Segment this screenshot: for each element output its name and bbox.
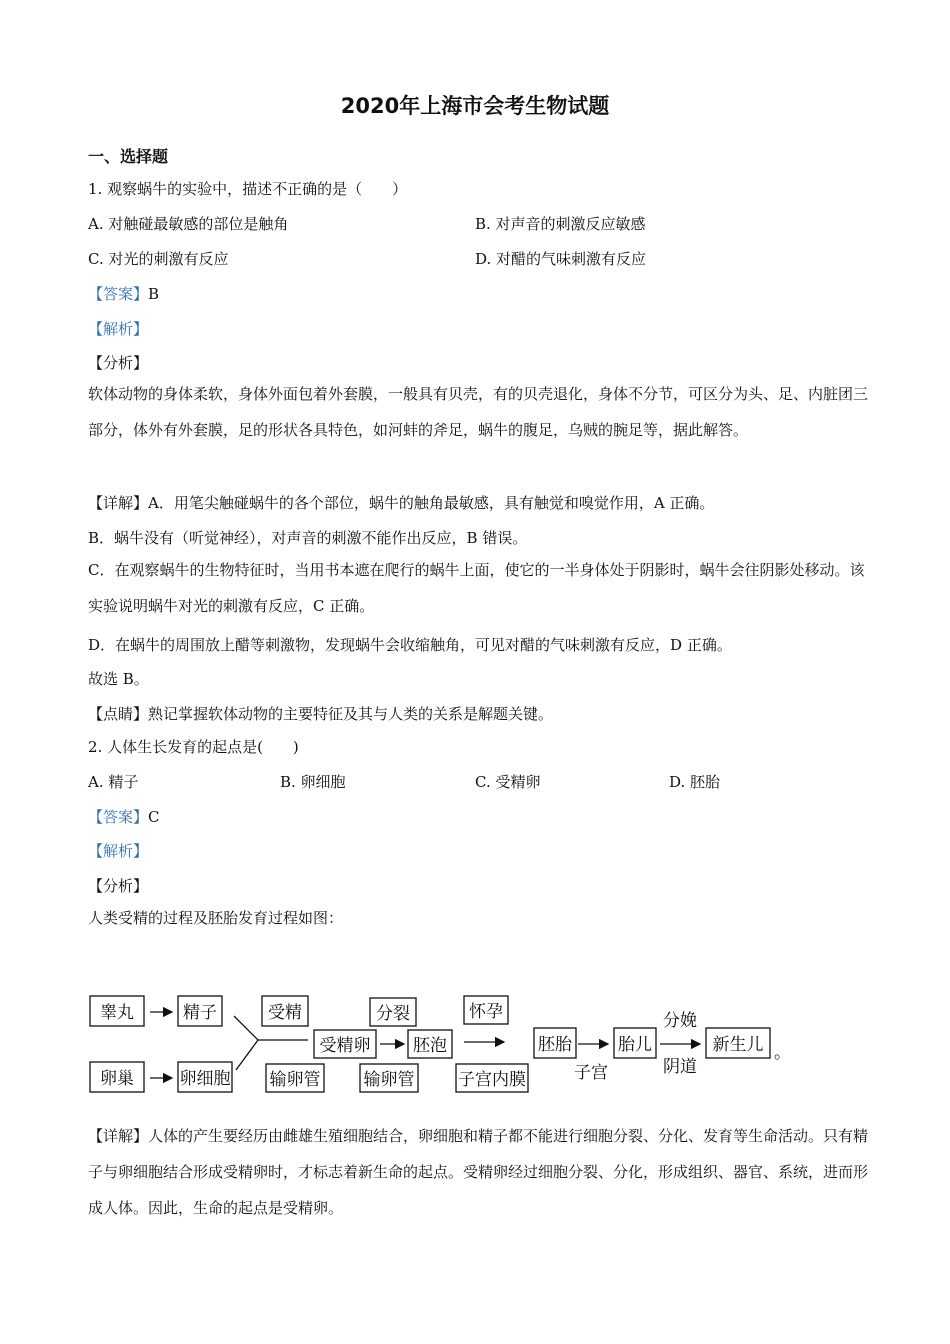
- label-vagina: 阴道: [663, 1057, 697, 1077]
- section-heading: 一、选择题: [88, 147, 169, 166]
- label-delivery: 分娩: [663, 1011, 697, 1031]
- answer-value: B: [148, 285, 160, 303]
- q2-stem: 2. 人体生长发育的起点是( ): [88, 738, 299, 756]
- page-title: 2020年上海市会考生物试题: [340, 94, 610, 118]
- q2-option-d: D. 胚胎: [669, 773, 721, 791]
- q1-detail-c: C．在观察蜗牛的生物特征时，当用书本遮在爬行的蜗牛上面，使它的一半身体处于阴影时，蜗牛会往阴影处移动。该实验说明蜗牛对光的刺激有反应，C 正确。: [88, 561, 865, 615]
- q1-fenxi-text: 软体动物的身体柔软，身体外面包着外套膜，一般具有贝壳，有的贝壳退化，身体不分节，可区分为头、足、内脏团三部分，体外有外套膜，足的形状各具特色，如河蚌的斧足，蜗牛的腹足，乌贼的腕足等，据此解答。: [88, 385, 869, 439]
- q2-option-b: B. 卵细胞: [280, 773, 346, 791]
- q1-detail-b: B．蜗牛没有（听觉神经），对声音的刺激不能作出反应，B 错误。: [88, 529, 528, 547]
- node-ovary: 卵巢: [100, 1069, 134, 1089]
- node-sperm: 精子: [183, 1003, 217, 1023]
- q2-fenxi-tag: 【分析】: [88, 877, 149, 895]
- node-pregnancy: 怀孕: [469, 1002, 503, 1022]
- node-newborn: 新生儿: [712, 1035, 764, 1055]
- label-uterus: 子宫: [574, 1063, 608, 1083]
- q1-tip: 【点睛】熟记掌握软体动物的主要特征及其与人类的关系是解题关键。: [88, 705, 554, 723]
- node-egg: 卵细胞: [179, 1069, 231, 1089]
- q1-detail-d: D．在蜗牛的周围放上醋等刺激物，发现蜗牛会收缩触角，可见对醋的气味刺激有反应，D 正确。: [88, 636, 732, 654]
- end-mark: 。: [774, 1043, 791, 1063]
- q1-stem: 1. 观察蜗牛的实验中，描述不正确的是（ ）: [88, 180, 408, 198]
- q2-option-c: C. 受精卵: [475, 773, 541, 791]
- q2-analysis-tag: 【解析】: [88, 842, 149, 860]
- answer-value: C: [148, 808, 160, 826]
- q1-answer: [88, 283, 159, 304]
- node-oviduct-2: 输卵管: [363, 1070, 415, 1090]
- answer-tag: 【答案】: [88, 808, 149, 826]
- node-embryo: 胚胎: [538, 1035, 572, 1055]
- node-zygote: 受精卵: [319, 1036, 371, 1056]
- q1-detail-a: 【详解】A．用笔尖触碰蜗牛的各个部位，蜗牛的触角最敏感，具有触觉和嗅觉作用，A 正确。: [88, 494, 715, 512]
- node-fertilization: 受精: [268, 1003, 302, 1023]
- q1-choose: 故选 B。: [88, 670, 149, 688]
- fertilization-diagram: [86, 986, 806, 1098]
- answer-tag: 【答案】: [88, 285, 149, 303]
- node-division: 分裂: [376, 1004, 410, 1024]
- q2-detail: 【详解】人体的产生要经历由雌雄生殖细胞结合，卵细胞和精子都不能进行细胞分裂、分化、发育等生命活动。只有精子与卵细胞结合形成受精卵时，才标志着新生命的起点。受精卵经过细胞分裂、分化，形成组织、器官、系统，进而形成人体。因此，生命的起点是受精卵。: [88, 1127, 869, 1217]
- node-fetus: 胎儿: [618, 1035, 652, 1055]
- q1-option-c: C. 对光的刺激有反应: [88, 250, 229, 268]
- node-oviduct-1: 输卵管: [269, 1070, 321, 1090]
- node-endometrium: 子宫内膜: [458, 1070, 526, 1090]
- q2-option-a: A. 精子: [88, 773, 139, 791]
- q1-option-d: D. 对醋的气味刺激有反应: [475, 250, 647, 268]
- q1-fenxi-tag: 【分析】: [88, 354, 149, 372]
- node-blastocyst: 胚泡: [413, 1036, 447, 1056]
- q1-analysis-tag: 【解析】: [88, 320, 149, 338]
- q1-option-a: A. 对触碰最敏感的部位是触角: [88, 215, 289, 233]
- q2-answer: [88, 806, 160, 827]
- q1-option-b: B. 对声音的刺激反应敏感: [475, 215, 646, 233]
- node-testis: 睾丸: [100, 1003, 134, 1023]
- q2-fenxi-text: 人类受精的过程及胚胎发育过程如图：: [88, 909, 344, 927]
